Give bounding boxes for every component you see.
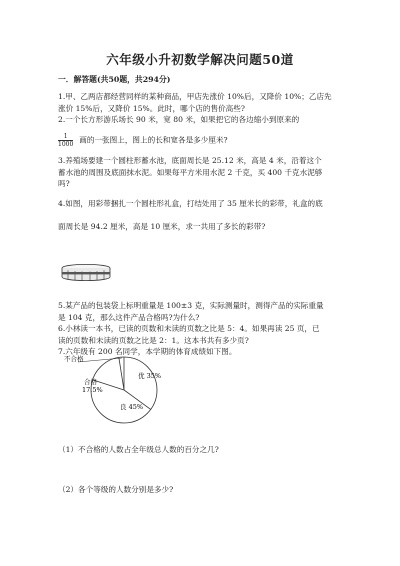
scale-fraction (58, 133, 73, 148)
question-2 (58, 114, 348, 126)
question-5 (58, 300, 348, 323)
label-excellent: 优 35% (138, 372, 162, 380)
sub-question-2 (58, 484, 348, 496)
sub-question-1-text: （1）不合格的人数占全年级总人数的百分之几? (58, 445, 219, 454)
question-2-line-1: 2.一个长方形游乐场长 90 米，宽 80 米，如果把它的各边缩小到原来的 (58, 115, 300, 124)
question-2-fraction-line (58, 133, 348, 148)
question-5-line-2: 是 104 克，那么这件产品合格吗?为什么? (58, 312, 200, 322)
question-4-line-2: 面周长是 94.2 厘米，高是 10 厘米，求一共用了多长的彩带? (58, 222, 266, 231)
question-3-line-1: 3.养殖场要建一个圆柱形蓄水池，底面周长是 25.12 米，高是 4 米，沿着这个 (58, 156, 322, 165)
question-3 (58, 155, 348, 190)
section-heading: 一．解答题(共50题，共294分) (58, 75, 171, 84)
grade-pie-chart (62, 348, 174, 428)
question-7-line-1: 7.六年级有 200 名同学，本学期的体育成绩如下图。 (58, 347, 237, 356)
question-1-line-2: 涨价 15%后，又降价 15%。此时，哪个店的售价高些? (58, 103, 245, 113)
gift-box-illustration (60, 263, 112, 283)
label-good: 良 45% (120, 403, 144, 411)
question-3-line-3: 吗? (58, 179, 70, 188)
question-6-line-1: 6.小林读一本书，已读的页数和未读的页数之比是 5：4。如果再读 25 页，已 (58, 324, 320, 333)
scale-fraction-denominator: 1000 (58, 141, 74, 148)
sub-question-2-text: （2）各个等级的人数分别是多少? (58, 485, 174, 494)
question-1 (58, 91, 348, 114)
label-unqualified: 不合格 (64, 355, 84, 363)
scale-fraction-numerator: 1 (58, 133, 73, 141)
question-2-line-2: 画的一张图上，图上的长和宽各是多少厘米? (79, 135, 228, 145)
label-qualified: 合格 (84, 378, 97, 386)
question-3-line-2: 蓄水池的周围及底面抹水泥。如果每平方米用水泥 2 千克，买 400 千克水泥够 (58, 167, 323, 177)
page-title: 六年级小升初数学解决问题50道 (106, 52, 294, 67)
question-1-line-1: 1.甲、乙两店都经营同样的某种商品，甲店先涨价 10%后，又降价 10%；乙店先 (58, 92, 332, 101)
question-5-line-1: 5.某产品的包装袋上标明重量是 100±3 克，实际测量时，测得产品的实际重量 (58, 301, 324, 310)
question-4 (58, 192, 348, 238)
question-6 (58, 323, 348, 346)
question-6-line-2: 读的页数和未读的页数之比是 2：1。这本书共有多少页? (58, 335, 249, 345)
question-4-line-1: 4.如图，用彩带捆扎一个圆柱形礼盒，打结处用了 35 厘米长的彩带，礼盒的底 (58, 199, 323, 208)
label-qualified-percent: 17.5% (82, 386, 103, 394)
sub-question-1 (58, 444, 348, 456)
